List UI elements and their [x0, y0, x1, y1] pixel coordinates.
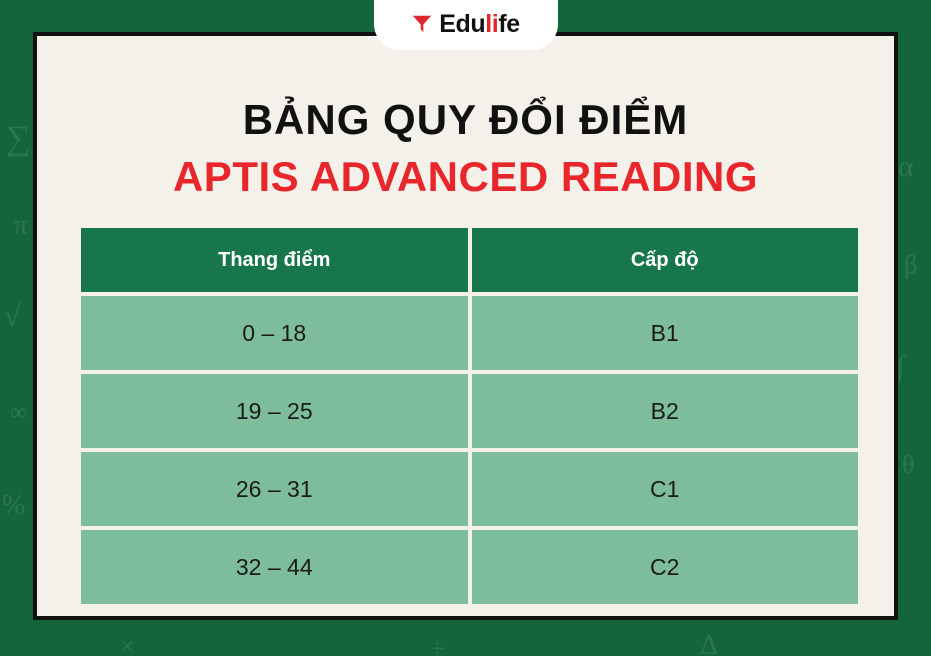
logo-text-part1: Edu	[439, 9, 486, 38]
doodle-icon: %	[2, 490, 26, 521]
edulife-triangle-icon	[411, 13, 433, 35]
logo-text-part2: li	[485, 9, 499, 38]
table-header-row	[81, 228, 858, 292]
doodle-icon: α	[898, 150, 914, 183]
column-header-level: Cấp độ	[472, 228, 859, 292]
doodle-icon: π	[14, 210, 28, 239]
brand-logo	[374, 0, 558, 50]
table-row	[81, 296, 858, 370]
doodle-icon: √	[4, 300, 21, 333]
cell-level: C2	[472, 530, 859, 604]
heading-block	[37, 94, 894, 203]
doodle-icon: ∞	[10, 400, 28, 426]
score-conversion-table	[77, 224, 862, 608]
page-subtitle: APTIS ADVANCED READING	[172, 152, 759, 200]
doodle-icon: ∑	[6, 120, 31, 157]
column-header-score: Thang điểm	[81, 228, 468, 292]
table-row	[81, 530, 858, 604]
doodle-icon: ∫	[896, 350, 905, 383]
cell-level: C1	[472, 452, 859, 526]
doodle-icon: β	[904, 250, 918, 279]
table-row	[81, 374, 858, 448]
table-row	[81, 452, 858, 526]
cell-score: 32 – 44	[81, 530, 468, 604]
page-title: BẢNG QUY ĐỔI ĐIỂM	[242, 96, 689, 143]
cell-level: B2	[472, 374, 859, 448]
cell-score: 26 – 31	[81, 452, 468, 526]
doodle-icon: Δ	[700, 630, 719, 656]
cell-level: B1	[472, 296, 859, 370]
content-card	[33, 32, 898, 620]
logo-text-part3: fe	[498, 9, 520, 38]
cell-score: 19 – 25	[81, 374, 468, 448]
doodle-icon: ×	[120, 632, 135, 656]
doodle-icon: ÷	[430, 634, 445, 656]
brand-logo-text	[439, 10, 520, 39]
doodle-icon: θ	[902, 450, 915, 479]
cell-score: 0 – 18	[81, 296, 468, 370]
